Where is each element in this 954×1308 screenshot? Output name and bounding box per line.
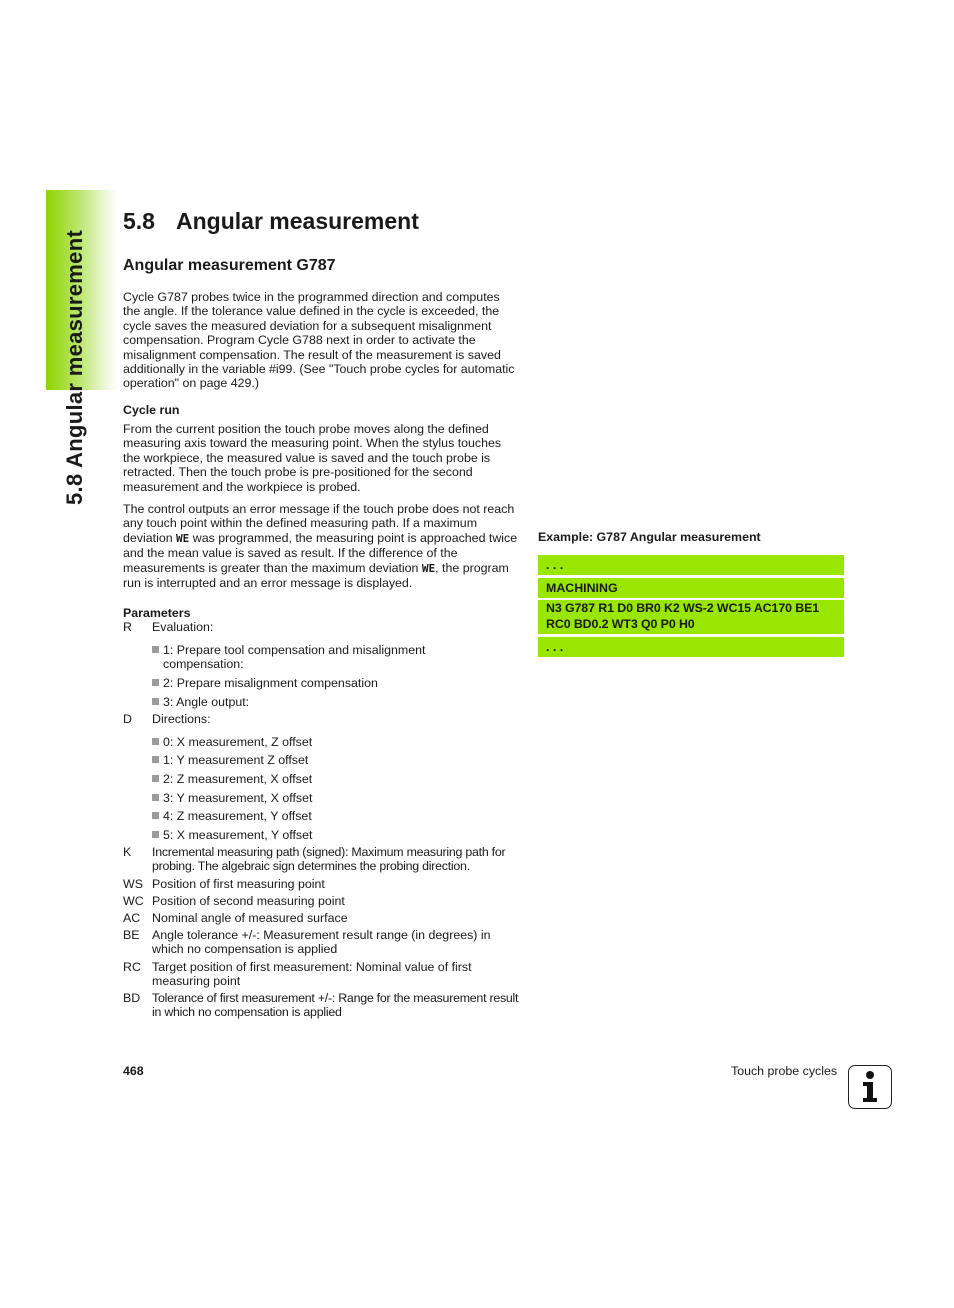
cycle-run-paragraph: From the current position the touch probe moves along the defined measuring axis toward the measuring point. When the stylus touches the workpiece, the measured value is saved and the touch probe is retracted. Then the touch probe is pre-positioned for the second measurement and the workpiece is probed. — [123, 422, 502, 494]
list-item: 5: X measurement, Y offset — [152, 828, 452, 842]
param-rc — [123, 960, 519, 989]
param-code: AC — [123, 911, 141, 925]
code-we-2: WE — [421, 561, 436, 575]
list-item: 4: Z measurement, Y offset — [152, 809, 452, 823]
param-code: K — [123, 845, 132, 859]
error-paragraph — [123, 502, 519, 590]
bullet-square-icon — [152, 679, 159, 686]
code-line-ellipsis-top: . . . — [538, 555, 844, 575]
param-code: RC — [123, 960, 141, 974]
list-item: 0: X measurement, Z offset — [152, 735, 452, 749]
param-desc: Angle tolerance +/-: Measurement result range (in degrees) in which no compensation is applied — [152, 928, 491, 957]
param-desc: Directions: — [152, 712, 211, 726]
bullet-square-icon — [152, 756, 159, 763]
param-code: WC — [123, 894, 144, 908]
param-d — [123, 712, 519, 726]
bullet-square-icon — [152, 646, 159, 653]
chapter-name: Touch probe cycles — [731, 1064, 838, 1078]
code-line-machining: MACHINING — [538, 578, 844, 598]
param-k — [123, 845, 519, 874]
param-r — [123, 620, 519, 634]
intro-paragraph: Cycle G787 probes twice in the programmed direction and computes the angle. If the tolerance value defined in the cycle is exceeded, the cycle saves the measured deviation for a subsequent misalignment compensation. Program Cycle G788 next in order to activate the misalignment compensation. The result of the measurement is saved additionally in the variable #i99. (See "Touch probe cycles for automatic operation" on page 429.) — [123, 290, 515, 391]
list-item: 2: Prepare misalignment compensation — [152, 676, 452, 690]
subsection-title: Angular measurement G787 — [123, 257, 336, 274]
code-line-g787 — [538, 600, 844, 634]
param-desc: Position of second measuring point — [152, 894, 345, 908]
param-code: R — [123, 620, 132, 634]
code-line-ellipsis-bottom: . . . — [538, 637, 844, 657]
param-ws — [123, 877, 519, 891]
page-number: 468 — [123, 1064, 144, 1078]
bullet-square-icon — [152, 775, 159, 782]
bullet-square-icon — [152, 812, 159, 819]
error-text-b: was programmed, the measuring point is approached twice and the mean value is saved as result. If the difference of the measurements is greater than the maximum deviation — [123, 530, 518, 575]
bullet-square-icon — [152, 794, 159, 801]
param-bd — [123, 991, 519, 1020]
param-ac — [123, 911, 519, 925]
param-code: BE — [123, 928, 140, 942]
param-desc: Position of first measuring point — [152, 877, 325, 891]
code-line-g787-part2: RC0 BD0.2 WT3 Q0 P0 H0 — [546, 617, 695, 631]
list-item: 1: Y measurement Z offset — [152, 753, 452, 767]
section-title: Angular measurement — [176, 208, 419, 234]
param-code: BD — [123, 991, 141, 1005]
side-chapter-title: 5.8 Angular measurement — [62, 229, 87, 505]
param-wc — [123, 894, 519, 908]
parameters-heading: Parameters — [123, 606, 191, 620]
bullet-square-icon — [152, 831, 159, 838]
param-desc: Tolerance of first measurement +/-: Range for the measurement result in which no compensation is applied — [152, 991, 519, 1020]
error-text-a: The control outputs an error message if the touch probe does not reach any touch point within the defined measuring path. If a maximum deviation — [123, 502, 515, 545]
list-item: 1: Prepare tool compensation and misalignment compensation: — [152, 643, 452, 672]
list-item: 2: Z measurement, X offset — [152, 772, 452, 786]
param-desc: Nominal angle of measured surface — [152, 911, 348, 925]
list-item: 3: Angle output: — [152, 695, 452, 709]
bullet-square-icon — [152, 738, 159, 745]
error-text-c: , the program run is interrupted and an error message is displayed. — [123, 560, 509, 591]
param-desc: Target position of first measurement: Nominal value of first measuring point — [152, 960, 472, 989]
param-desc: Evaluation: — [152, 620, 214, 634]
page-title — [123, 208, 419, 235]
param-code: D — [123, 712, 132, 726]
code-we-1: WE — [176, 531, 190, 545]
cycle-run-heading: Cycle run — [123, 403, 180, 417]
param-be — [123, 928, 519, 957]
param-desc: Incremental measuring path (signed): Maximum measuring path for probing. The algebraic sign determines the probing direction. — [152, 845, 506, 874]
param-code: WS — [123, 877, 143, 891]
example-title: Example: G787 Angular measurement — [538, 530, 761, 544]
bullet-square-icon — [152, 698, 159, 705]
info-icon — [848, 1065, 892, 1109]
code-line-g787-part1: N3 G787 R1 D0 BR0 K2 WS-2 WC15 AC170 BE1 — [546, 601, 820, 615]
list-item: 3: Y measurement, X offset — [152, 791, 452, 805]
section-number: 5.8 — [123, 208, 155, 234]
